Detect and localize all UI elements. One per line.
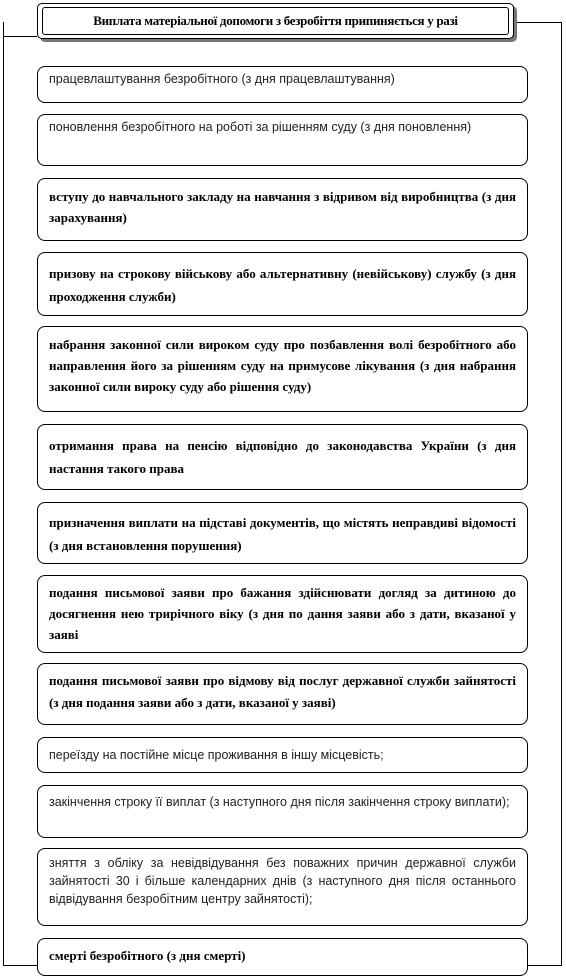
condition-box: працевлаштування безробітного (з дня працевлаштування) xyxy=(37,66,528,103)
condition-box: подання письмової заяви про бажання здійснювати догляд за дитиною до досягнення нею трирічного віку (з дня по дання заяви або з дати, вказаної у заяві xyxy=(37,575,528,653)
condition-box: призову на строкову військову або альтернативну (невійськову) службу (з дня проходження служби) xyxy=(37,252,528,316)
condition-box: набрання законної сили вироком суду про позбавлення волі безробітного або направлення його за рішенням суду на примусове лікування (з дня набрання законної сили вироку суду або рішення суду) xyxy=(37,326,528,412)
diagram-title: Виплата матеріальної допомоги з безробіття припиняється у разі xyxy=(42,7,509,35)
condition-box: переїзду на постійне місце проживання в іншу місцевість; xyxy=(37,737,528,773)
bracket-line xyxy=(561,22,562,36)
condition-box: отримання права на пенсію відповідно до законодавства України (з дня настання такого права xyxy=(37,424,528,490)
condition-box: призначення виплати на підставі документів, що містять неправдиві відомості (з дня встановлення порушення) xyxy=(37,502,528,564)
condition-box: закінчення строку її виплат (з наступного дня після закінчення строку виплати); xyxy=(37,785,528,838)
condition-box: подання письмової заяви про відмову від послуг державної служби зайнятості (з дня подання заяви або з дати, вказаної у заяві) xyxy=(37,663,528,725)
condition-box: поновлення безробітного на роботі за рішенням суду (з дня поновлення) xyxy=(37,114,528,166)
condition-box: зняття з обліку за невідвідування без поважних причин державної служби зайнятості 30 і більше календарних днів (з наступного дня після останнього відвідування безробітним центру зайнятості); xyxy=(37,848,528,926)
diagram-title-box xyxy=(37,3,514,39)
bracket-line xyxy=(3,22,4,36)
bracket-line xyxy=(514,22,562,23)
condition-box: смерті безробітного (з дня смерті) xyxy=(37,938,528,976)
condition-box: вступу до навчального закладу на навчання з відривом від виробництва (з дня зарахування) xyxy=(37,178,528,241)
